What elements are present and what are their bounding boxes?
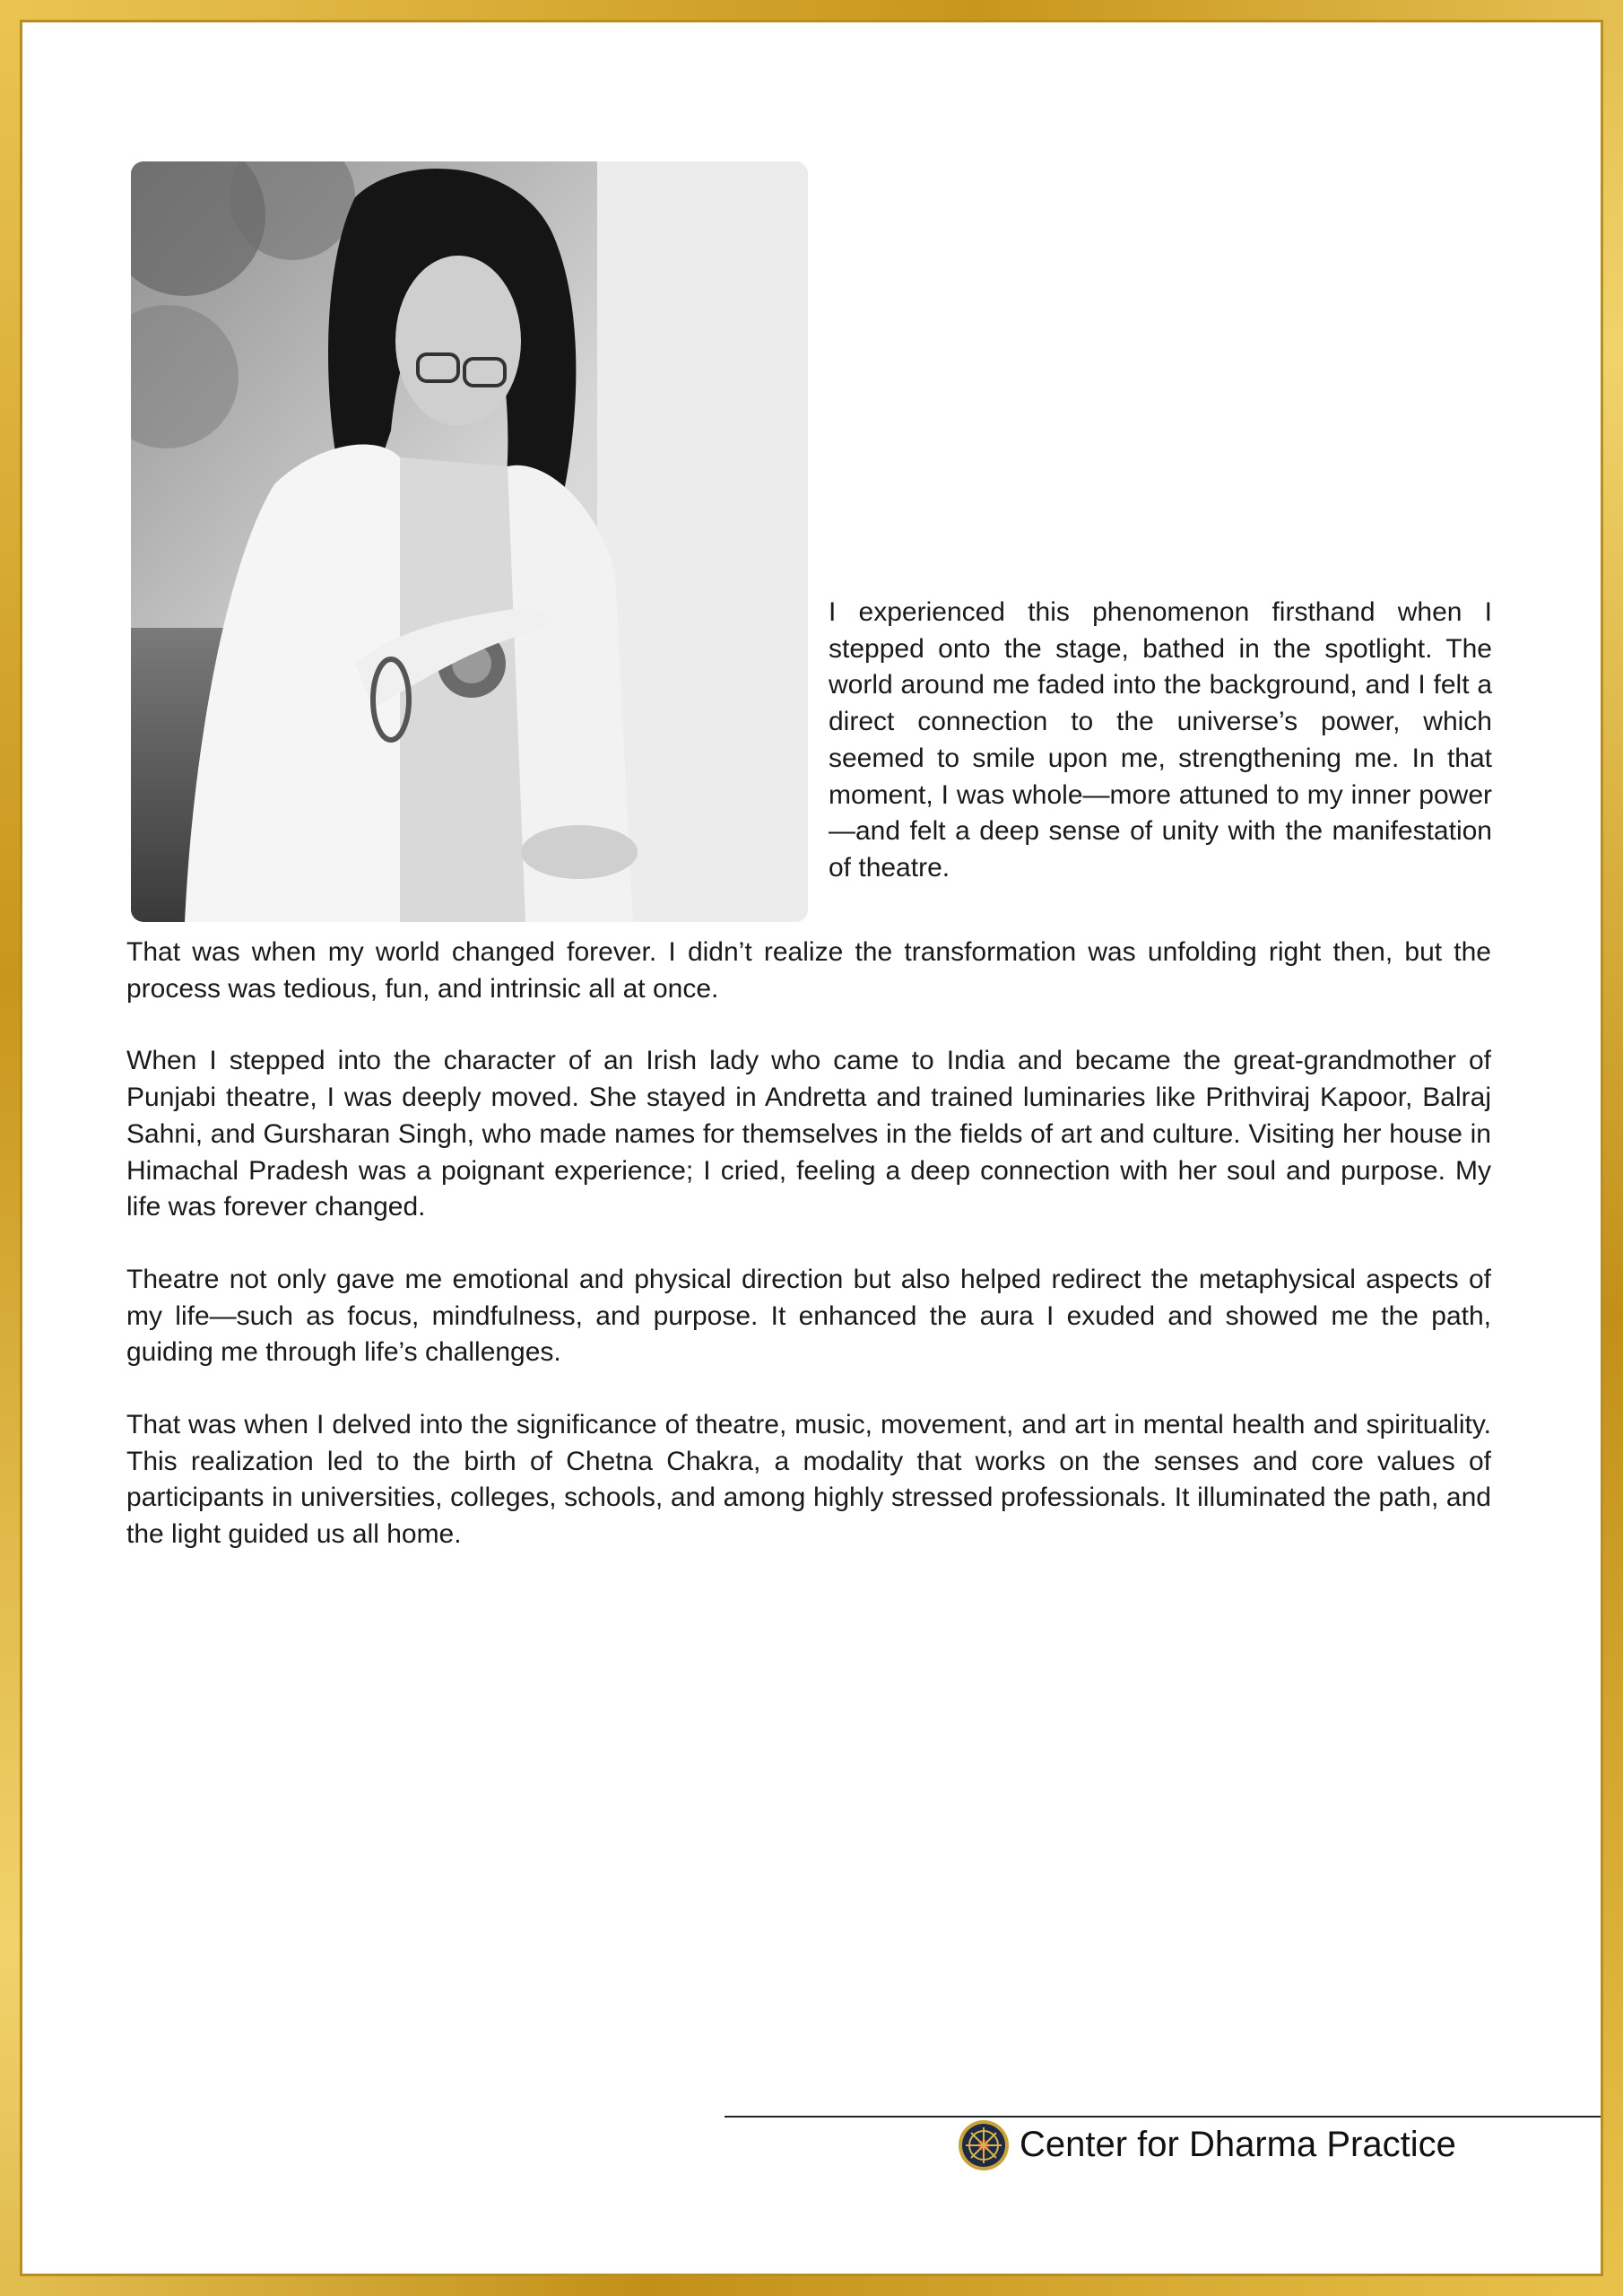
organization-name: Center for Dharma Practice (1020, 2125, 1456, 2164)
paragraph: When I stepped into the character of an Irish lady who came to India and became the great-grandmother of Punjabi theatre, I was deeply moved. She stayed in Andretta and trained luminaries like Prithviraj Kapoor, Balraj Sahni, and Gursharan Singh, who made names for themselves in the fields of art and culture. Visiting her house in Himachal Pradesh was a poignant experience; I cried, feeling a deep connection with her soul and purpose. My life was forever changed. (126, 1046, 1491, 1222)
paragraph: That was when my world changed forever. I didn’t realize the transformation was unfolding right then, but the process was tedious, fun, and intrinsic all at once. (126, 937, 1491, 1004)
paragraph: Theatre not only gave me emotional and physical direction but also helped redirect the metaphysical aspects of my life—such as focus, mindfulness, and purpose. It enhanced the aura I exuded and showed me the path, guiding me through life’s challenges. (126, 1264, 1491, 1368)
paragraph: That was when I delved into the significance of theatre, music, movement, and art in mental health and spirituality. This realization led to the birth of Chetna Chakra, a modality that works on the senses and core values of participants in universities, colleges, schools, and among highly stressed professionals. It illuminated the path, and the light guided us all home. (126, 1410, 1491, 1550)
portrait-photo (131, 161, 808, 922)
article-body (126, 935, 1491, 1589)
footer-divider (725, 2116, 1603, 2118)
dharma-emblem-icon (957, 2118, 1011, 2172)
intro-paragraph: I experienced this phenomenon firsthand when I stepped onto the stage, bathed in the spotlight. The world around me faded into the background, and I felt a direct connection to the universe’s power, which seemed to smile upon me, strengthening me. In that moment, I was whole—more attuned to my inner power—and felt a deep sense of unity with the manifestation of theatre. (829, 597, 1492, 883)
